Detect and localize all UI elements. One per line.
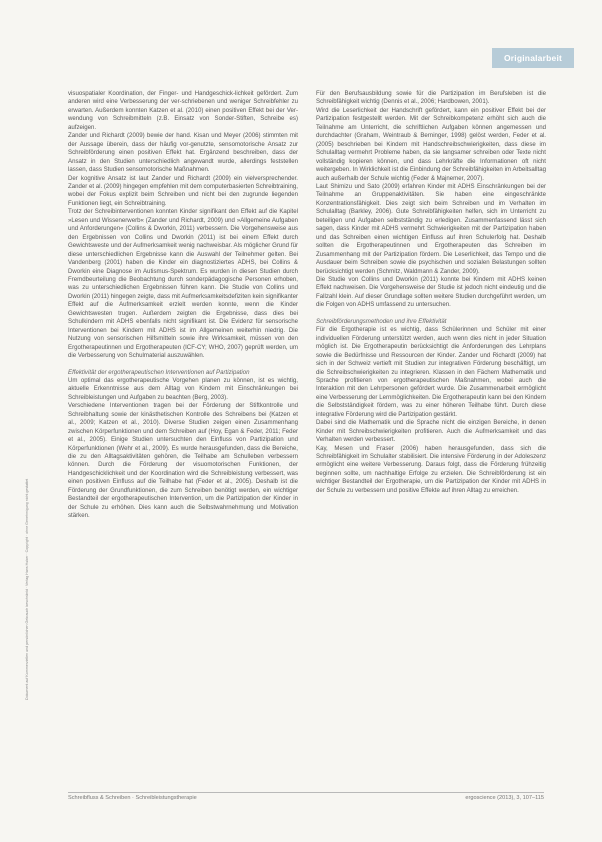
paragraph: Der kognitive Ansatz ist laut Zander und Richardt (2009) ein vielversprechender. Zander et al. (2009) hingegen empfehlen mit dem computerbasierten Schreibtraining, wobei der Fokus explizit beim Schreiben und nicht bei den zugrunde liegenden Funktionen liegt, ein Schreibtraining.: [68, 174, 298, 207]
copyright-side-note: Dokument auf Kommerziellen und persönlichen Gebrauch beschränkt · Verlag Hans Huber · Copyright · ohne Genehmigung nicht gestattet: [25, 478, 29, 700]
paragraph: Um optimal das ergotherapeutische Vorgehen planen zu können, ist es wichtig, aktuelle Erkenntnisse aus dem Alltag von Kindern mit Einschränkungen bei Schreibleistungen und Aufgaben zu beachten (Berg, 2003).: [68, 376, 298, 401]
left-section-heading: Effektivität der ergotherapeutischen Interventionen auf Partizipation: [68, 368, 250, 376]
paragraph: Für die Ergotherapie ist es wichtig, dass Schülerinnen und Schüler mit einer individuellen Förderung unterstützt werden, auch wenn dies nicht in jeder Situation möglich ist. Die Ergotherapeutin berücksichtigt die Anforderungen des Lehrplans sowie die Bedürfnisse und Ressourcen der Kinder. Zander und Richardt (2009) hat sich in der Schweiz vertieft mit Studien zur integrativen Förderung beschäftigt, um die Schreibschwierigkeiten zu integrieren. Klassen in den Fächern Mathematik und Sprache profitieren von ergotherapeutischen Maßnahmen, wobei auch die Interaktion mit den Lehrpersonen gefördert wurde. Die Zusammenarbeit ermöglicht eine Verbesserung der Lernmöglichkeiten. Die Ergotherapeutin kann bei den Kindern die Selbstständigkeit fördern, was zu einer höheren Teilhabe führt. Durch diese integrative Förderung wird die Partizipation gestärkt.: [316, 326, 546, 418]
paragraph: Die Studie von Collins und Dworkin (2011) konnte bei Kindern mit ADHS keinen Effekt nachweisen. Die Vorgehensweise der Studie ist jedoch nicht eindeutig und die Fallzahl klein. Auf dieser Grundlage sollten weitere Studien durchgeführt werden, um die Folgen von ADHS umfassend zu untersuchen.: [316, 275, 546, 309]
right-section-heading: Schreibförderungsmethoden und ihre Effektivität: [316, 317, 447, 325]
paragraph: Kay, Mesen und Fraser (2006) haben herausgefunden, dass sich die Schreibfähigkeit im Schulalter stabilisiert. Die intensive Förderung in der Adoleszenz ermöglicht eine weitere Verbesserung. Daraus folgt, dass die Förderung frühzeitig beginnen sollte, um nachhaltige Erfolge zu erzielen. Die Schreibförderung ist ein wichtiger Bestandteil der Ergotherapie, um die Partizipation der Kinder mit ADHS in der Schule zu verbessern und positive Effekte auf ihren Alltag zu erreichen.: [316, 444, 546, 494]
paragraph: Verschiedene Interventionen tragen bei der Förderung der Stiftkontrolle und Schreibhaltung sowie der kinästhetischen Kontrolle des Schreibens bei (Katzen et al., 2009; Katzen et al., 2010). Diverse Studien zeigen einen Zusammenhang zwischen Körperfunktionen und dem Schreiben auf (Hoy, Egan & Feder, 2011; Feder et al., 2005). Einige Studien untersuchten den Einfluss von Partizipation und Körperfunktionen (Wehr et al., 2009). Es wurde herausgefunden, dass die Bereiche, die zu den Alltagsaktivitäten gehören, die Teilhabe am Schulleben verbessern können. Durch die Förderung der visuomotorischen Funktionen, der Handgeschicklichkeit und der Koordination wird die Schreibleistung verbessert, was einen positiven Einfluss auf die Teilhabe hat (Feder et al., 2005). Deshalb ist die Förderung der Grundfunktionen, die zum Schreiben benötigt werden, ein wichtiger Bestandteil der ergotherapeutischen Intervention, um die Partizipation der Kinder in der Schule zu erhöhen. Dies kann auch die Selbstwahrnehmung und Motivation stärken.: [68, 402, 298, 520]
left-paragraphs-after: [68, 377, 298, 521]
section-label: Originalarbeit: [492, 48, 574, 68]
paragraph: Für den Berufsausbildung sowie für die Partizipation im Berufsleben ist die Schreibfähigkeit wichtig (Dennis et al., 2006; Hardbowen, 2001).: [316, 90, 546, 106]
paragraph: Zander und Richardt (2009) bewie der hand. Kisan und Meyer (2006) stimmten mit der Aussage überein, dass der häufig vor-genutzte, sensomotorische Ansatz zur Schreibförderung einen positiven Effekt hat. Ergänzend beschreiben, dass der Ansatz in den Studien unterschiedlich angewandt wurde, allerdings feststellen lassen, dass Studien sensomotorische Maßnahmen.: [68, 132, 298, 174]
right-paragraphs-after: [316, 326, 546, 495]
paragraph: Laut Shimizu und Sato (2009) erfahren Kinder mit ADHS Einschränkungen bei der Teilnahme an Gruppenaktivitäten. Sie haben eine eingeschränkte Konzentrationsfähigkeit. Dies zeigt sich beim Schreiben und im Verhalten im Schulalltag (Barkley, 2006). Gute Schreibfähigkeiten helfen, sich im Unterricht zu beteiligen und Aufgaben selbstständig zu erledigen. Zusammenfassend lässt sich sagen, dass Kinder mit ADHS vermehrt Schwierigkeiten mit der Partizipation haben und das Schreiben einen wichtigen Einfluss auf ihren Schulerfolg hat. Deshalb sollten die Ergotherapeutinnen und Ergotherapeuten das Schreiben im Zusammenhang mit der Partizipation fördern. Die Leserlichkeit, das Tempo und die Ausdauer beim Schreiben sowie die psychischen und sozialen Belastungen sollten berücksichtigt werden (Schmitz, Waldmann & Zander, 2009).: [316, 182, 546, 275]
paragraph: Wird die Leserlichkeit der Handschrift gefördert, kann ein positiver Effekt bei der Partizipation festgestellt werden. Mit der Schreibkompetenz erhöht sich auch die Teilnahme am Unterricht, die schriftlichen Aufgaben können angemessen und durchdachter (Graham, Weintraub & Berninger, 1998) gelöst werden, Feder et al. (2005) beschrieben bei Kindern mit Handschreibschwierigkeiten, dass diese im Schulalltag vermehrt Probleme haben, da sie langsamer schreiben oder Texte nicht vollständig kopieren können, und dass Lehrkräfte die Informationen oft nicht weitergeben. In Wirklichkeit ist die Einbindung der Schreibfähigkeiten im Arbeitsalltag auch außerhalb der Schule wichtig (Feder & Majnemer, 2007).: [316, 106, 546, 182]
footer-journal-topic: Schreibfluss & Schreiben · Schreibleistungstherapie: [68, 795, 197, 801]
paragraph: visuospatialer Koordination, der Finger- und Handgeschick-lichkeit gefördert. Zum anderen wird eine Verbesserung der ver-schriebenen und weniger Schreibfehler zu erwarten. Außerdem konnten Katzen et al. (2010) einen positiven Effekt bei der Ver-wendung von Schreibmitteln (z.B. Einsatz von Sonder-Stiften, Schreibe es) aufzeigen.: [68, 90, 298, 131]
footer-divider: [68, 792, 544, 793]
left-column: [68, 90, 298, 780]
left-paragraphs: [68, 90, 298, 361]
footer-citation: ergoscience (2013), 3, 107–115: [465, 795, 544, 801]
right-paragraphs: [316, 90, 546, 310]
header-band: [0, 0, 602, 83]
paragraph: Trotz der Schreibinterventionen konnten Kinder signifikant den Effekt auf die Kapitel »Lesen und Wissenerwerb« (Zander und Richardt, 2009) und »Allgemeine Aufgaben und Anforderungen« (Collins & Dworkin, 2011) verbessern. Die Vorgehensweise aus den Ergebnissen von Collins und Dworkin (2011) ist bei einem Effekt durch Gewichtsweste und der Aufmerksamkeit wenig nachweisbar. Als möglicher Grund für diese unterschiedlichen Ergebnisse kann die Auswahl der Teilnehmer gelten. Bei Vandenberg (2001) haben die Kinder ein diagnostiziertes ADHS, bei Collins & Dworkin eine Diagnose im Autismus-Spektrum. Es wurden in diesen Studien durch Fremdbeurteilung die Beobachtung durch sonderpädagogische Personen erhoben, was zu unterschiedlichen Ergebnissen führen kann. Die Studie von Collins und Dworkin (2011) hingegen zeigte, dass mit Aufmerksamkeitsdefiziten kein signifikanter Effekt auf die Aufmerksamkeit erzielt werden konnte, wenn die Kinder Gewichtswesten trugen. Außerdem zeigten die Ergebnisse, dass dies bei Schulkindern mit ADHS ebenfalls nicht signifikant ist. Die Evidenz für sensorische Interventionen bei Kindern mit ADHS ist im Allgemeinen weiterhin niedrig. Die Nutzung von sensorischen Hilfsmitteln sowie ihre Wirksamkeit, müssen von den Ergotherapeutinnen und Ergotherapeuten (ICF-CY; WHO, 2007) geprüft werden, um die Verbesserung von Schulmaterial auszuwählen.: [68, 208, 298, 360]
paragraph: Dabei sind die Mathematik und die Sprache nicht die einzigen Bereiche, in denen Kinder mit Schreibschwierigkeiten profitieren. Auch die Aufmerksamkeit und das Verhalten werden verbessert.: [316, 419, 546, 444]
right-column: [316, 90, 546, 780]
